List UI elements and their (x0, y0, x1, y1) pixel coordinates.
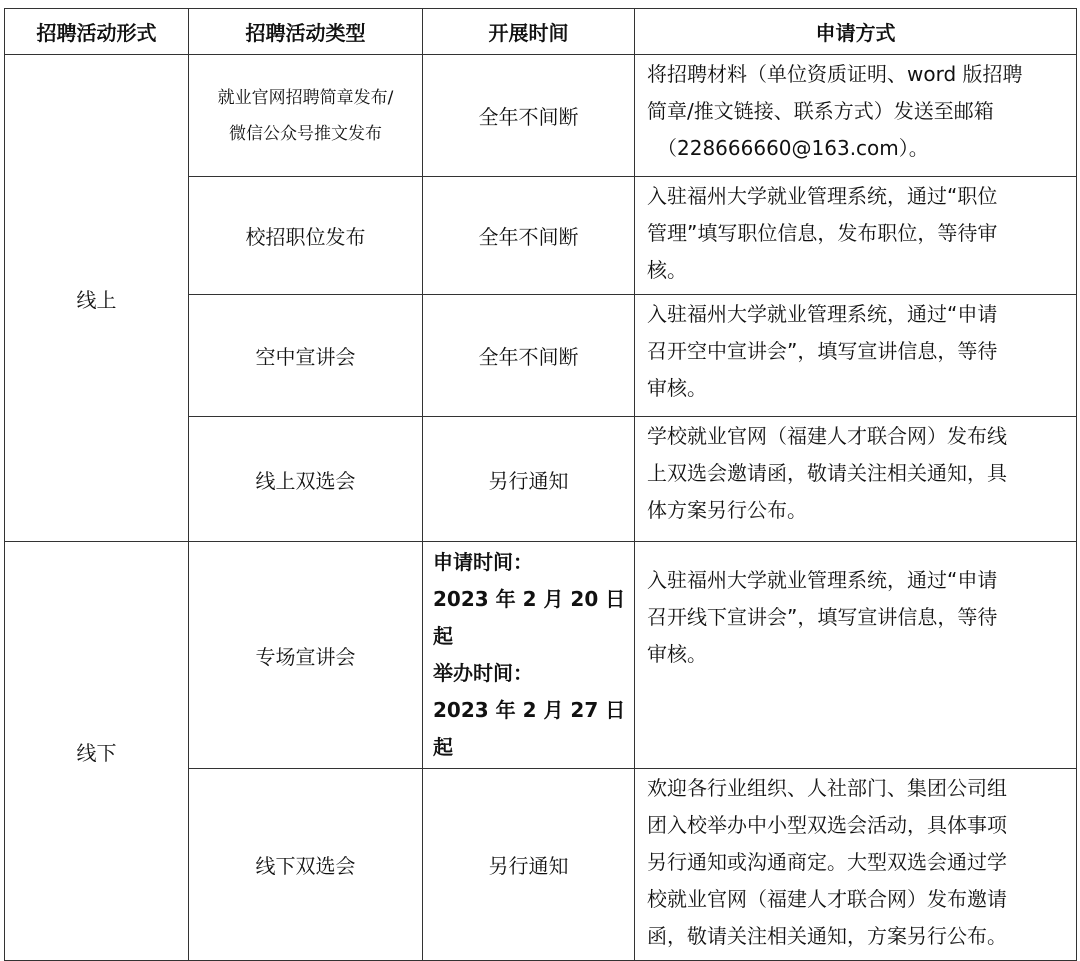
type-cell: 线下双选会 (189, 769, 423, 961)
apply-line: 另行通知或沟通商定。大型双选会通过学 (647, 850, 1007, 874)
apply-cell (635, 177, 1077, 295)
header-type: 招聘活动类型 (189, 9, 423, 55)
type-line: 微信公众号推文发布 (229, 123, 382, 144)
type-cell: 专场宣讲会 (189, 542, 423, 769)
apply-cell (635, 542, 1077, 769)
time-line: 举办时间： (433, 661, 533, 685)
header-apply: 申请方式 (635, 9, 1077, 55)
apply-line: 入驻福州大学就业管理系统，通过“申请 (647, 568, 998, 592)
apply-line: 函，敬请关注相关通知，方案另行公布。 (647, 924, 1007, 948)
time-line: 起 (433, 735, 453, 759)
apply-line: 核。 (647, 258, 687, 282)
header-time: 开展时间 (423, 9, 635, 55)
type-line: 就业官网招聘简章发布/ (217, 87, 394, 108)
time-cell: 全年不间断 (423, 55, 635, 177)
apply-line: 将招聘材料（单位资质证明、word 版招聘 (647, 62, 1023, 86)
apply-line: 校就业官网（福建人才联合网）发布邀请 (647, 887, 1007, 911)
apply-cell (635, 417, 1077, 542)
time-cell (423, 542, 635, 769)
apply-line: 入驻福州大学就业管理系统，通过“职位 (647, 184, 998, 208)
type-cell: 空中宣讲会 (189, 295, 423, 417)
form-online: 线上 (5, 55, 189, 542)
table-row (5, 542, 1077, 769)
header-form: 招聘活动形式 (5, 9, 189, 55)
form-offline: 线下 (5, 542, 189, 961)
apply-line: 团入校举办中小型双选会活动，具体事项 (647, 813, 1007, 837)
recruitment-activities-table (4, 8, 1077, 961)
type-cell: 校招职位发布 (189, 177, 423, 295)
apply-line: 欢迎各行业组织、人社部门、集团公司组 (647, 776, 1007, 800)
time-cell: 全年不间断 (423, 295, 635, 417)
time-line: 起 (433, 624, 453, 648)
apply-line: 上双选会邀请函，敬请关注相关通知，具 (647, 461, 1007, 485)
apply-line: 体方案另行公布。 (647, 498, 807, 522)
table-header-row (5, 9, 1077, 55)
type-cell: 线上双选会 (189, 417, 423, 542)
apply-line: 审核。 (647, 642, 707, 666)
time-line: 申请时间： (433, 550, 533, 574)
apply-line: 学校就业官网（福建人才联合网）发布线 (647, 424, 1007, 448)
time-line: 2023 年 2 月 20 日 (433, 587, 626, 611)
apply-line: 审核。 (647, 376, 707, 400)
time-cell: 全年不间断 (423, 177, 635, 295)
table-row (5, 55, 1077, 177)
time-cell: 另行通知 (423, 769, 635, 961)
apply-line: 召开线下宣讲会”，填写宣讲信息，等待 (647, 605, 998, 629)
apply-line: 入驻福州大学就业管理系统，通过“申请 (647, 302, 998, 326)
apply-line: 简章/推文链接、联系方式）发送至邮箱 (647, 99, 994, 123)
apply-cell (635, 769, 1077, 961)
apply-line: 召开空中宣讲会”，填写宣讲信息，等待 (647, 339, 998, 363)
apply-cell (635, 55, 1077, 177)
time-line: 2023 年 2 月 27 日 (433, 698, 626, 722)
apply-cell (635, 295, 1077, 417)
apply-line: （228666660@163.com）。 (657, 136, 929, 160)
apply-line: 管理”填写职位信息，发布职位，等待审 (647, 221, 998, 245)
time-cell: 另行通知 (423, 417, 635, 542)
type-cell (189, 55, 423, 177)
